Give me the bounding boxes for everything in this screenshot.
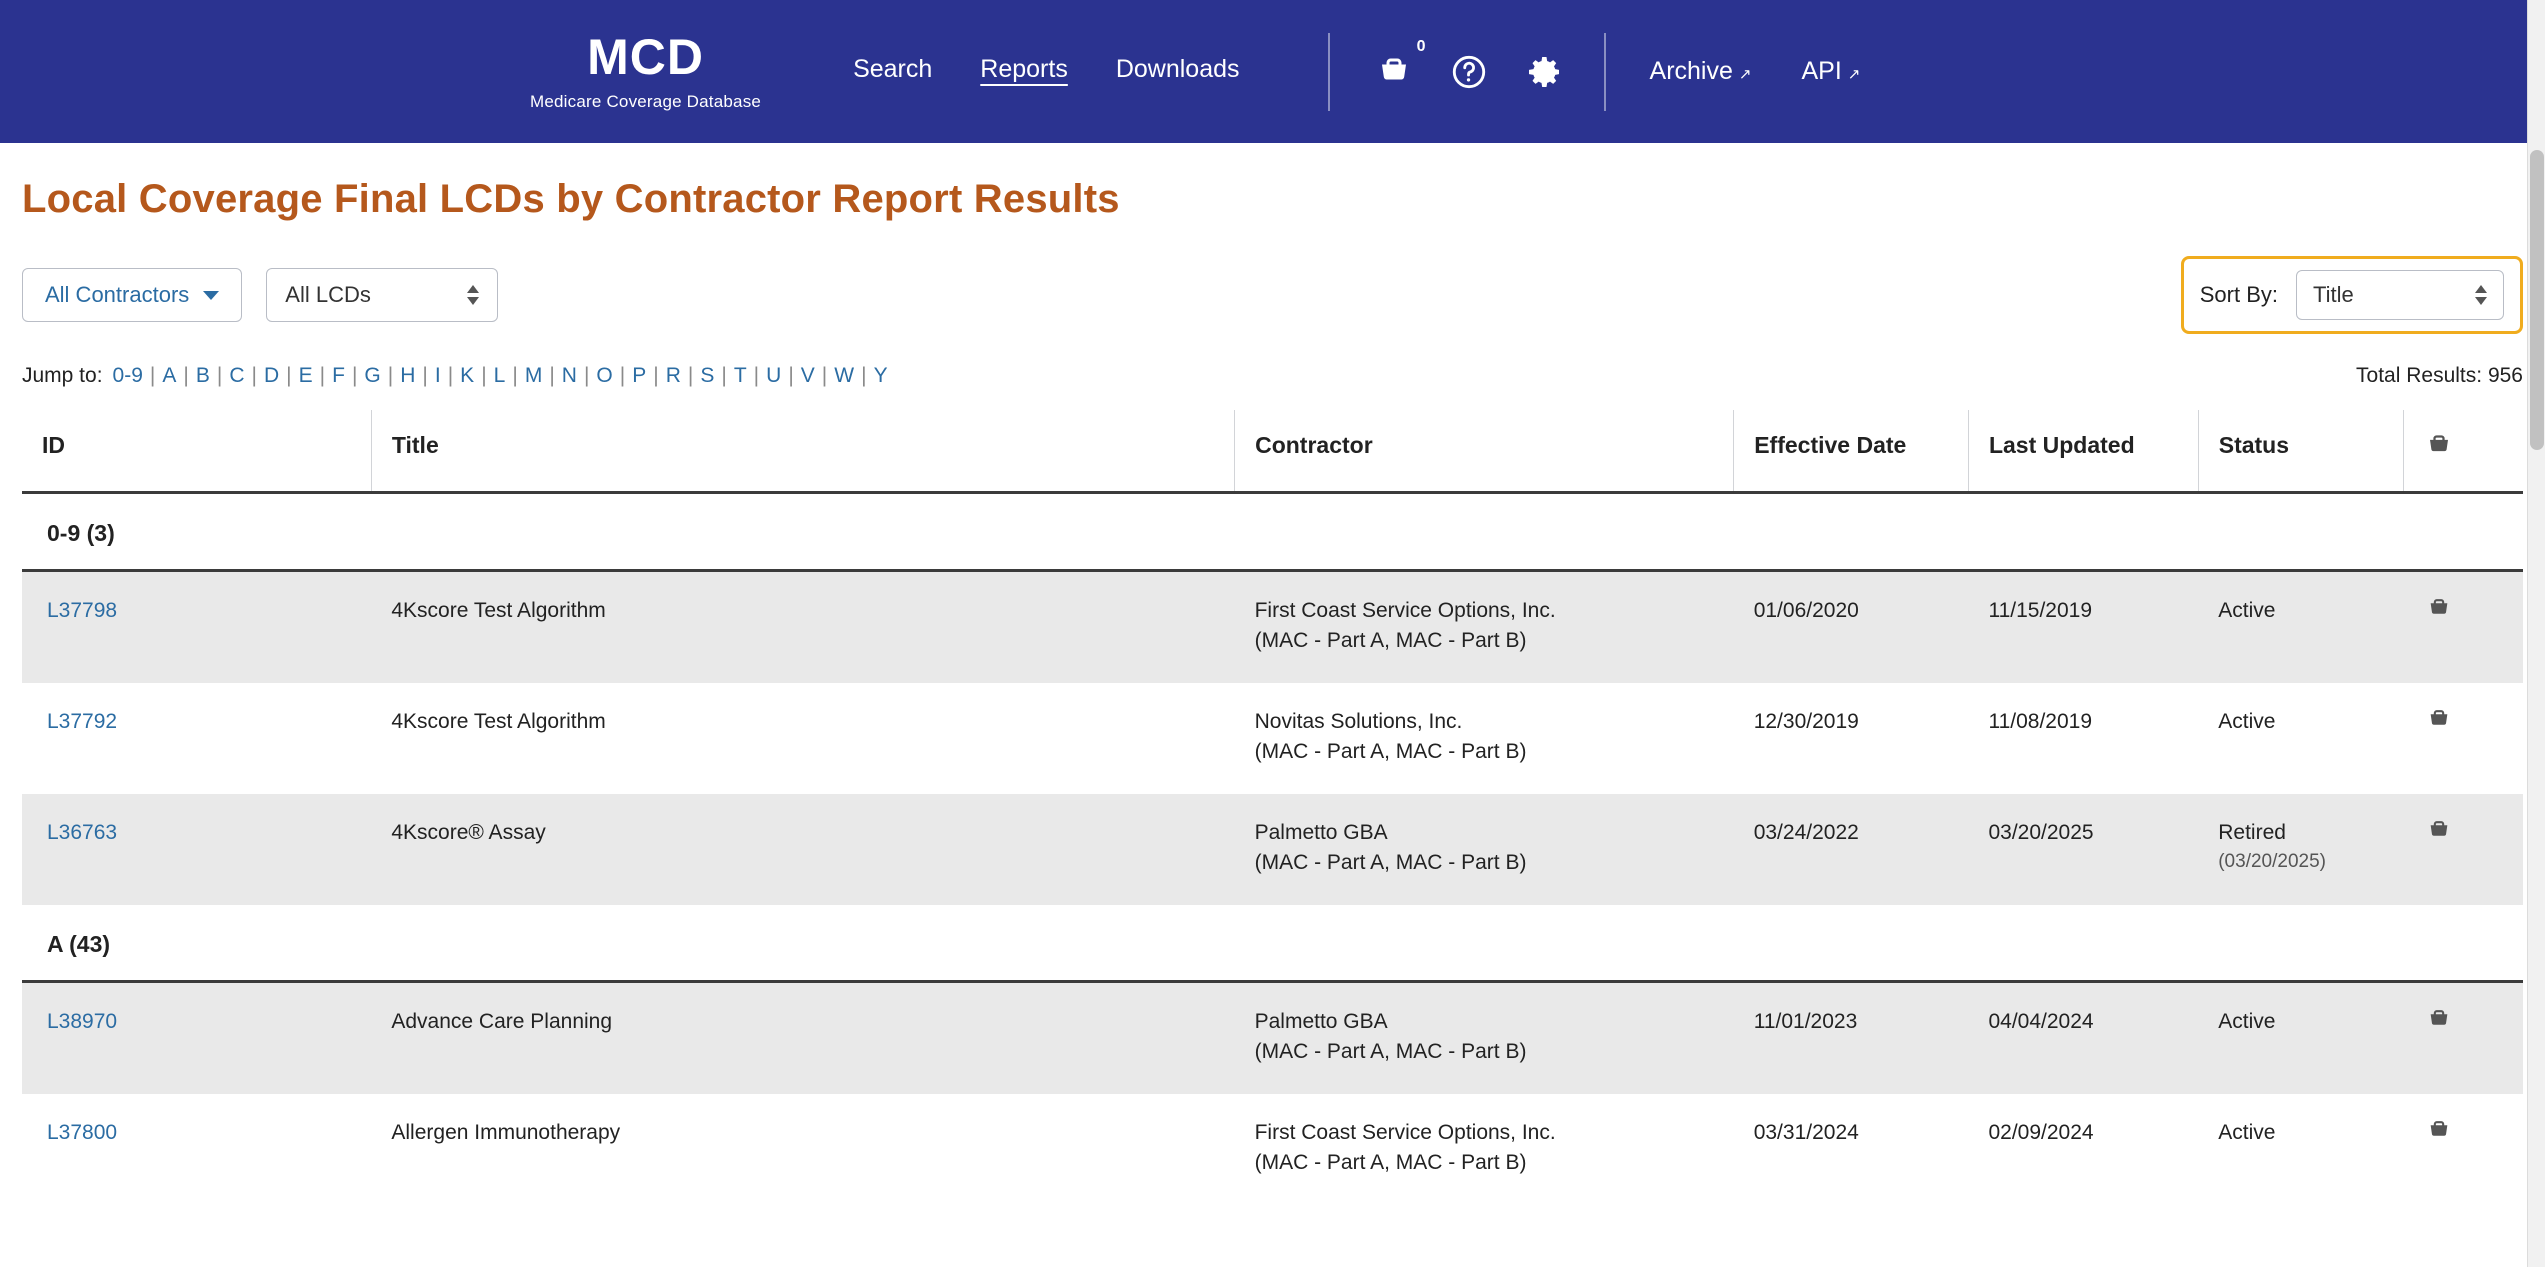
results-table-body bbox=[22, 493, 2523, 1205]
contractor-detail: (MAC - Part A, MAC - Part B) bbox=[1254, 740, 1527, 764]
chevron-down-icon bbox=[203, 291, 219, 300]
site-header bbox=[0, 0, 2545, 143]
all-contractors-dropdown[interactable] bbox=[22, 268, 242, 322]
cell-contractor bbox=[1235, 981, 1734, 1093]
gear-icon[interactable] bbox=[1524, 52, 1564, 92]
table-row[interactable] bbox=[22, 571, 2523, 683]
results-table-head bbox=[22, 410, 2523, 493]
jump-link-r[interactable]: R bbox=[665, 364, 681, 387]
jump-link-f[interactable]: F bbox=[332, 364, 345, 387]
cell-title: 4Kscore Test Algorithm bbox=[371, 571, 1234, 683]
cell-title: 4Kscore Test Algorithm bbox=[391, 709, 606, 733]
jump-link-t[interactable]: T bbox=[733, 364, 747, 387]
cell-status bbox=[2198, 571, 2403, 683]
link-api[interactable] bbox=[1801, 57, 1860, 86]
jump-link-0-9[interactable]: 0-9 bbox=[112, 364, 143, 387]
header-divider bbox=[1328, 33, 1330, 111]
group-label: 0-9 (3) bbox=[22, 493, 2523, 571]
cell-last-updated: 03/20/2025 bbox=[1968, 794, 2198, 905]
cell-last-updated: 02/09/2024 bbox=[1988, 1120, 2094, 1144]
link-archive-label: Archive bbox=[1649, 57, 1733, 85]
jump-link-u[interactable]: U bbox=[766, 364, 782, 387]
lcd-link[interactable]: L37800 bbox=[47, 1120, 118, 1144]
page-content bbox=[0, 177, 2545, 1204]
table-row[interactable] bbox=[22, 981, 2523, 1093]
brand-subtitle: Medicare Coverage Database bbox=[530, 91, 762, 111]
jump-link-i[interactable]: I bbox=[434, 364, 441, 387]
help-circle-icon[interactable] bbox=[1450, 53, 1488, 91]
contractor-name: Palmetto GBA bbox=[1254, 820, 1388, 844]
cell-add-to-cart[interactable] bbox=[2403, 981, 2523, 1093]
cell-add-to-cart[interactable] bbox=[2403, 794, 2523, 905]
jump-to-row bbox=[22, 364, 2523, 388]
col-header-status[interactable]: Status bbox=[2198, 410, 2403, 493]
contractor-name: First Coast Service Options, Inc. bbox=[1254, 1120, 1556, 1144]
cell-contractor bbox=[1235, 683, 1734, 794]
contractor-name: Palmetto GBA bbox=[1254, 1009, 1388, 1033]
cell-contractor bbox=[1235, 571, 1734, 683]
cell-status bbox=[2198, 1094, 2403, 1205]
contractor-detail: (MAC - Part A, MAC - Part B) bbox=[1254, 851, 1527, 875]
status-badge: Active bbox=[2218, 1009, 2276, 1033]
brand-logo[interactable] bbox=[530, 28, 762, 112]
cell-title: Allergen Immunotherapy bbox=[391, 1120, 621, 1144]
nav-item-search[interactable]: Search bbox=[853, 55, 933, 83]
contractor-detail: (MAC - Part A, MAC - Part B) bbox=[1254, 1150, 1527, 1174]
select-arrows-icon bbox=[467, 285, 479, 305]
external-link-icon: ↗︎ bbox=[1738, 66, 1752, 83]
main-nav bbox=[853, 55, 1239, 88]
link-api-label: API bbox=[1801, 57, 1842, 85]
cell-contractor bbox=[1235, 794, 1734, 905]
cell-add-to-cart[interactable] bbox=[2403, 683, 2523, 794]
table-row[interactable] bbox=[22, 1094, 2523, 1205]
cell-effective-date: 12/30/2019 bbox=[1753, 709, 1859, 733]
lcd-link[interactable]: L36763 bbox=[47, 820, 118, 844]
col-header-effective-date[interactable]: Effective Date bbox=[1734, 410, 1969, 493]
nav-item-reports[interactable]: Reports bbox=[980, 55, 1068, 83]
status-badge: Active bbox=[2218, 709, 2276, 733]
cell-effective-date: 11/01/2023 bbox=[1734, 981, 1969, 1093]
cell-status bbox=[2198, 981, 2403, 1093]
jump-link-p[interactable]: P bbox=[632, 364, 647, 387]
scrollbar-thumb[interactable] bbox=[2530, 150, 2544, 450]
cart-icon[interactable] bbox=[1374, 37, 1426, 90]
jump-link-m[interactable]: M bbox=[524, 364, 543, 387]
cell-add-to-cart[interactable] bbox=[2403, 571, 2523, 683]
total-results-label: Total Results: bbox=[2356, 364, 2483, 387]
jump-link-o[interactable]: O bbox=[596, 364, 613, 387]
results-table bbox=[22, 410, 2523, 1204]
col-header-id[interactable]: ID bbox=[22, 410, 371, 493]
group-header-row bbox=[22, 493, 2523, 571]
sort-by-select[interactable] bbox=[2296, 270, 2504, 320]
jump-link-a[interactable]: A bbox=[162, 364, 177, 387]
jump-link-w[interactable]: W bbox=[834, 364, 855, 387]
cell-id bbox=[22, 794, 371, 905]
jump-link-e[interactable]: E bbox=[298, 364, 313, 387]
jump-link-k[interactable]: K bbox=[460, 364, 475, 387]
cell-last-updated: 04/04/2024 bbox=[1968, 981, 2198, 1093]
jump-link-d[interactable]: D bbox=[263, 364, 280, 387]
cell-id bbox=[22, 981, 371, 1093]
external-links bbox=[1650, 57, 1861, 86]
jump-link-g[interactable]: G bbox=[364, 364, 381, 387]
lcd-link[interactable]: L37792 bbox=[47, 709, 118, 733]
cart-count-badge: 0 bbox=[1416, 37, 1426, 55]
external-link-icon: ↗︎ bbox=[1847, 66, 1861, 83]
cell-status bbox=[2198, 794, 2403, 905]
cart-icon[interactable] bbox=[2425, 1125, 2453, 1148]
contractor-name: First Coast Service Options, Inc. bbox=[1254, 599, 1556, 622]
jump-link-b[interactable]: B bbox=[195, 364, 210, 387]
nav-item-downloads[interactable]: Downloads bbox=[1115, 55, 1240, 83]
jump-link-c[interactable]: C bbox=[229, 364, 245, 387]
jump-link-h[interactable]: H bbox=[400, 364, 416, 387]
jump-to-label: Jump to: bbox=[22, 364, 103, 387]
lcd-filter-value: All LCDs bbox=[285, 282, 371, 307]
jump-link-l[interactable]: L bbox=[493, 364, 506, 387]
brand-title: MCD bbox=[587, 28, 704, 85]
total-results bbox=[2356, 364, 2523, 388]
table-row[interactable] bbox=[22, 794, 2523, 905]
cart-icon[interactable] bbox=[2425, 825, 2453, 848]
page-scrollbar[interactable] bbox=[2527, 0, 2545, 1267]
jump-link-y[interactable]: Y bbox=[873, 364, 888, 387]
group-header-row bbox=[22, 905, 2523, 982]
sort-by-group bbox=[2181, 256, 2523, 334]
page-title: Local Coverage Final LCDs by Contractor Report Results bbox=[22, 177, 1120, 221]
table-header-row bbox=[22, 410, 2523, 493]
cart-icon[interactable] bbox=[2425, 603, 2453, 626]
lcd-link[interactable]: L37798 bbox=[47, 599, 118, 622]
cell-effective-date: 03/31/2024 bbox=[1753, 1120, 1859, 1144]
col-header-cart bbox=[2403, 410, 2523, 493]
sort-by-label: Sort By: bbox=[2199, 282, 2278, 307]
status-badge: Active bbox=[2218, 1120, 2276, 1144]
cell-id bbox=[22, 571, 371, 683]
status-badge: Retired bbox=[2218, 820, 2286, 844]
jump-link-s[interactable]: S bbox=[700, 364, 715, 387]
cell-effective-date: 03/24/2022 bbox=[1734, 794, 1969, 905]
sort-by-value: Title bbox=[2313, 282, 2354, 307]
col-header-last-updated[interactable]: Last Updated bbox=[1968, 410, 2198, 493]
total-results-value: 956 bbox=[2487, 364, 2523, 387]
cell-contractor bbox=[1235, 1094, 1734, 1205]
cell-status bbox=[2198, 683, 2403, 794]
link-archive[interactable] bbox=[1650, 57, 1752, 86]
select-arrows-icon bbox=[2475, 285, 2487, 305]
cell-last-updated: 11/08/2019 bbox=[1988, 709, 2093, 733]
lcd-link[interactable]: L38970 bbox=[47, 1009, 118, 1033]
cell-id bbox=[22, 683, 371, 794]
contractor-detail: (MAC - Part A, MAC - Part B) bbox=[1254, 629, 1527, 653]
status-date: (03/20/2025) bbox=[2218, 851, 2326, 873]
group-label: A (43) bbox=[22, 905, 2523, 982]
col-header-contractor[interactable]: Contractor bbox=[1235, 410, 1734, 493]
all-contractors-label: All Contractors bbox=[45, 282, 190, 307]
status-badge: Active bbox=[2218, 599, 2276, 622]
jump-link-n[interactable]: N bbox=[561, 364, 577, 387]
cell-last-updated: 11/15/2019 bbox=[1968, 571, 2198, 683]
cell-title: 4Kscore® Assay bbox=[371, 794, 1234, 905]
cell-id bbox=[22, 1094, 371, 1205]
jump-link-v[interactable]: V bbox=[800, 364, 815, 387]
cart-icon[interactable] bbox=[2425, 714, 2453, 737]
header-icon-group bbox=[1374, 37, 1564, 92]
table-row[interactable] bbox=[22, 683, 2523, 794]
cart-icon bbox=[2424, 438, 2454, 464]
cart-icon[interactable] bbox=[2425, 1014, 2453, 1037]
cell-add-to-cart[interactable] bbox=[2403, 1094, 2523, 1205]
col-header-title[interactable]: Title bbox=[371, 410, 1234, 493]
cell-title: Advance Care Planning bbox=[371, 981, 1234, 1093]
header-divider-2 bbox=[1604, 33, 1606, 111]
lcd-filter-select[interactable] bbox=[266, 268, 498, 322]
contractor-name: Novitas Solutions, Inc. bbox=[1254, 709, 1463, 733]
controls-row bbox=[22, 256, 2523, 334]
contractor-detail: (MAC - Part A, MAC - Part B) bbox=[1254, 1040, 1527, 1064]
jump-to-links: 0-9 | A | B | C | D | E | F | G | H | I | K | L | M | N | O | P | R | S | T | U | V | W | Y bbox=[112, 364, 888, 387]
cell-effective-date: 01/06/2020 bbox=[1734, 571, 1969, 683]
